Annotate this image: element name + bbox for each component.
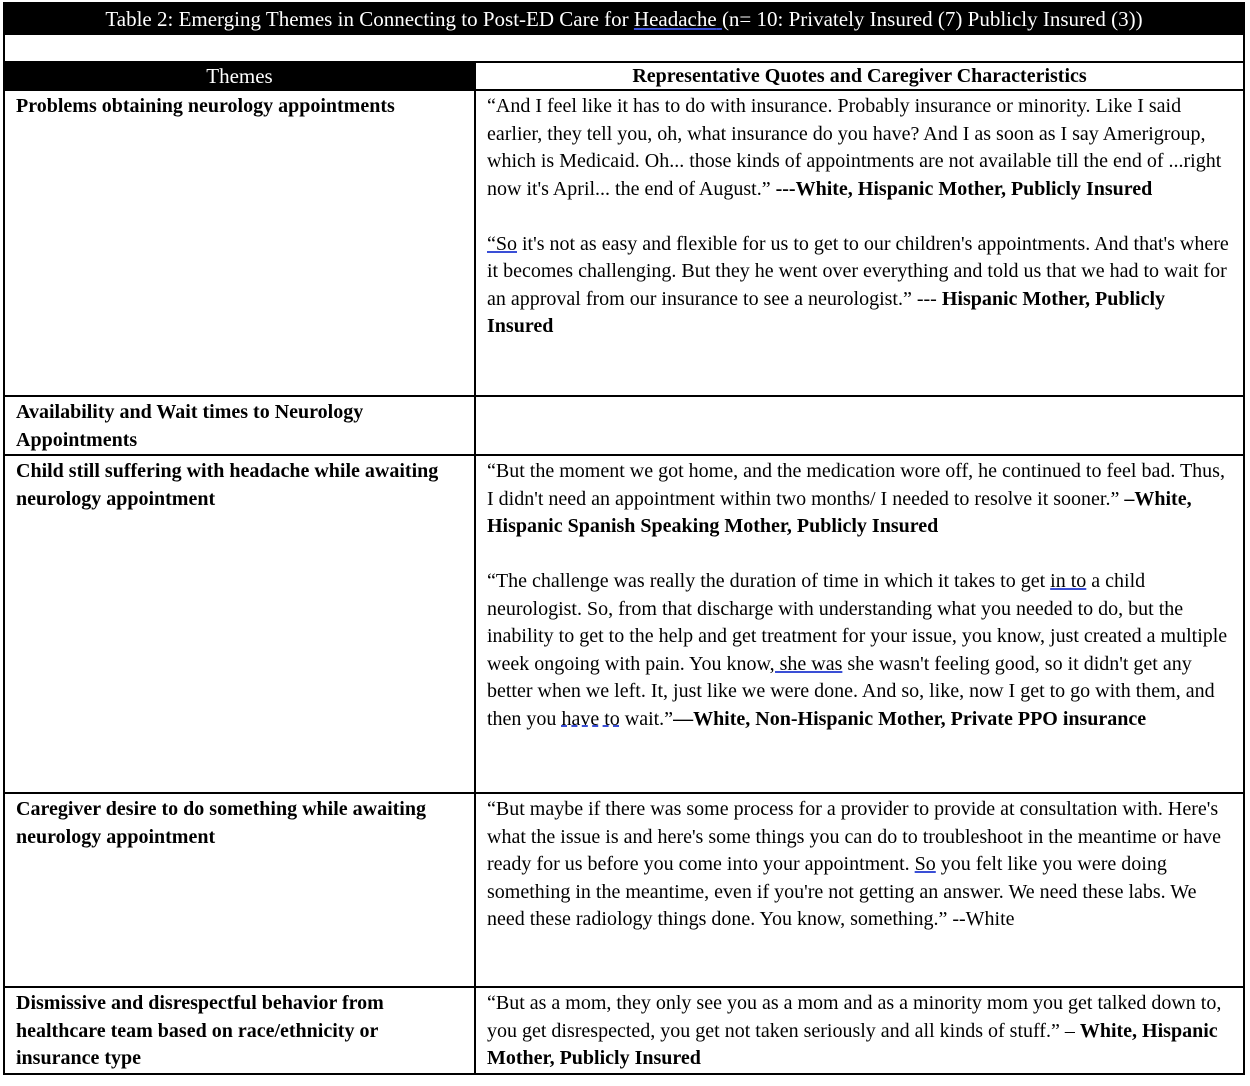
table-row: [4, 455, 1244, 793]
quotes-cell: [475, 987, 1244, 1074]
quotes-cell: [475, 90, 1244, 396]
quote-attribution: ---White, Hispanic Mother, Publicly Insured: [775, 177, 1153, 200]
table-title-row: [4, 3, 1244, 34]
quote: “So it's not as easy and flexible for us to get to our children's appointments. And that's where it becomes challenging. But they he went over everything and told us that we had to wait for an approval from our insurance to see a neurologist.” --- Hispanic Mother, Publicly Insured: [487, 232, 1229, 337]
table-spacer-row: [4, 34, 1244, 62]
title-underlined-word: Headache: [633, 7, 717, 31]
spacer-cell: [4, 34, 1244, 62]
quote: “But the moment we got home, and the medication wore off, he continued to feel bad. Thus, I didn't need an appointment within two months/ I needed to resolve it sooner.” –White, Hispanic Spanish Speaking Mother, Publicly Insured: [487, 460, 1225, 537]
header-themes: Themes: [4, 62, 475, 90]
header-quotes: Representative Quotes and Caregiver Characteristics: [475, 62, 1244, 90]
table-header-row: [4, 62, 1244, 90]
theme-cell: Problems obtaining neurology appointments: [4, 90, 475, 396]
theme-cell: Child still suffering with headache while awaiting neurology appointment: [4, 455, 475, 793]
quote-attribution: –White, Hispanic Spanish Speaking Mother, Publicly Insured: [487, 487, 1192, 537]
table-row: [4, 396, 1244, 455]
quote-attribution: White, Hispanic Mother, Publicly Insured: [487, 1019, 1218, 1069]
table-row: [4, 793, 1244, 987]
quotes-cell: [475, 455, 1244, 793]
quote-attribution: —White, Non-Hispanic Mother, Private PPO insurance: [673, 707, 1147, 730]
themes-table: [3, 2, 1245, 1075]
quotes-cell: [475, 793, 1244, 987]
table-row: [4, 987, 1244, 1074]
document-page: [3, 2, 1243, 1075]
quote: “The challenge was really the duration of time in which it takes to get in to a child neurologist. So, from that discharge with understanding what you needed to do, but the inability to get to the help and get treatment for your issue, you know, just created a multiple week ongoing with pain. You know, she was she wasn't feeling good, so it didn't get any better when we left. It, just like we were done. And so, like, now I get to go with them, and then you have to wait.”—White, Non-Hispanic Mother, Private PPO insurance: [487, 570, 1228, 730]
table-row: [4, 90, 1244, 396]
quote: “But maybe if there was some process for a provider to provide at consultation with. Here's what the issue is and here's some things you can do to troubleshoot in the meantime or have ready for us before you come into your appointment. So you felt like you were doing something in the meantime, even if you're not getting an answer. We need these labs. We need these radiology things done. You know, something.” --White: [487, 798, 1222, 930]
quote-attribution: Hispanic Mother, Publicly Insured: [487, 287, 1166, 337]
quote: “But as a mom, they only see you as a mom and as a minority mom you get talked down to, you get disrespected, you get not taken seriously and all kinds of stuff.” – White, Hispanic Mother, Publicly Insured: [487, 992, 1222, 1069]
theme-cell: Availability and Wait times to Neurology Appointments: [4, 396, 475, 455]
theme-cell: Caregiver desire to do something while awaiting neurology appointment: [4, 793, 475, 987]
quotes-cell: [475, 396, 1244, 455]
quote: “And I feel like it has to do with insurance. Probably insurance or minority. Like I said earlier, they tell you, oh, what insurance do you have? And I as soon as I say Amerigroup, which is Medicaid. Oh... those kinds of appointments are not available till the end of ...right now it's April... the end of August.” ---White, Hispanic Mother, Publicly Insured: [487, 95, 1222, 200]
theme-cell: Dismissive and disrespectful behavior from healthcare team based on race/ethnicity or insurance type: [4, 987, 475, 1074]
table-title: Table 2: Emerging Themes in Connecting to Post-ED Care for Headache (n= 10: Privately Insured (7) Publicly Insured (3)): [4, 3, 1244, 34]
